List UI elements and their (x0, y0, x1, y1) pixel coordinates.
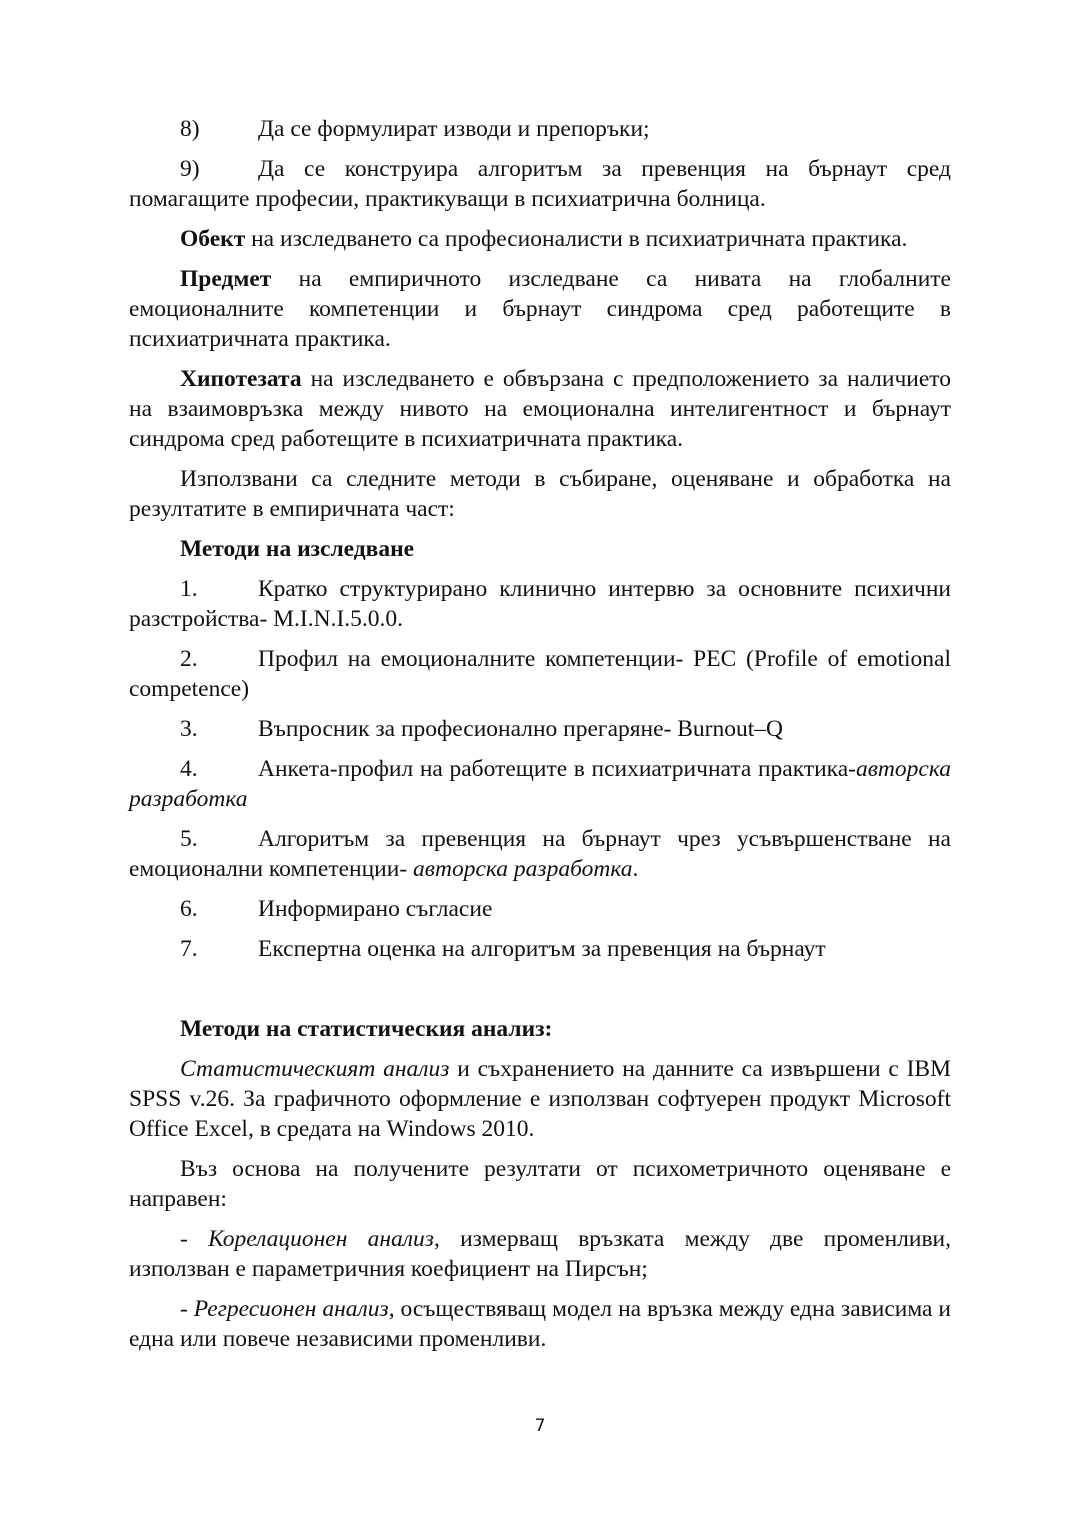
list-item: 1. Кратко структурирано клинично интервю за основните психични разстройства- M.I.N.I.5.0.0. (129, 576, 951, 632)
list-item: 6. Информирано съгласие (180, 896, 493, 922)
list-item: 9) Да се конструира алгоритъм за превенция на бърнаут сред помагащите професии, практикуващи в психиатрична болница. (129, 156, 951, 212)
stats-heading: Методи на статистическия анализ: (180, 1016, 553, 1042)
page-number: 7 (534, 1416, 546, 1436)
list-item: 7. Експертна оценка на алгоритъм за превенция на бърнаут (180, 936, 826, 962)
methods-heading: Методи на изследване (180, 536, 415, 562)
basis-paragraph: Въз основа на получените резултати от психометричното оценяване е направен: (129, 1156, 951, 1212)
hypothesis-paragraph: Хипотезата на изследването е обвързана с предположението за наличието на взаимовръзка между нивото на емоционална интелигентност и бърнаут синдрома сред работещите в психиатричната практика. (129, 366, 951, 452)
list-item: 2. Профил на емоционалните компетенции- PEC (Profile of emotional competence) (129, 646, 951, 702)
methods-intro: Използвани са следните методи в събиране, оценяване и обработка на резултатите в емпиричната част: (129, 466, 951, 522)
object-paragraph: Обект на изследването са професионалисти в психиатричната практика. (180, 226, 908, 252)
list-item: 3. Въпросник за професионално прегаряне- Burnout–Q (180, 716, 784, 742)
analysis-item: - Регресионен анализ, осъществяващ модел на връзка между една зависима и една или повече независими променливи. (129, 1296, 951, 1352)
list-item: 5. Алгоритъм за превенция на бърнаут чрез усъвършенстване на емоционални компетенции- авторска разработка. (129, 826, 951, 882)
subject-paragraph: Предмет на емпиричното изследване са нивата на глобалните емоционалните компетенции и бърнаут синдрома сред работещите в психиатричната практика. (129, 266, 951, 352)
analysis-item: - Корелационен анализ, измерващ връзката между две променливи, използван е параметричния коефициент на Пирсън; (129, 1226, 951, 1282)
document-page (129, 114, 951, 1354)
stats-paragraph: Статистическият анализ и съхранението на данните са извършени с IBM SPSS v.26. За графичното оформление е използван софтуерен продукт Microsoft Office Excel, в средата на Windows 2010. (129, 1056, 951, 1142)
list-item: 4. Анкета-профил на работещите в психиатричната практика-авторска разработка (129, 756, 951, 812)
list-item: 8) Да се формулират изводи и препоръки; (180, 116, 650, 142)
